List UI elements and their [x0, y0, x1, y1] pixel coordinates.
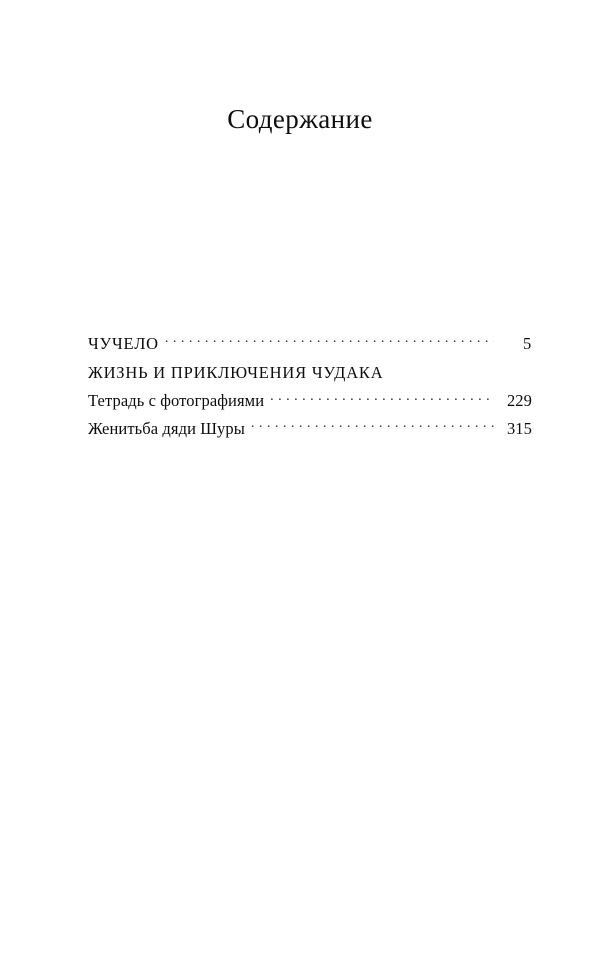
toc-dot-leader — [165, 332, 494, 349]
page-title: Содержание — [227, 104, 373, 134]
table-of-contents — [88, 332, 532, 445]
toc-entry-label: Тетрадь с фотографиями — [88, 391, 265, 410]
toc-entry[interactable] — [88, 417, 532, 439]
toc-entry-label: Женитьба дяди Шуры — [88, 418, 245, 438]
toc-entry[interactable] — [88, 332, 532, 354]
toc-dot-leader — [251, 417, 494, 434]
toc-entry-label: ЧУЧЕЛО — [88, 333, 159, 353]
toc-dot-leader — [270, 390, 494, 407]
toc-section-label: ЖИЗНЬ И ПРИКЛЮЧЕНИЯ ЧУДАКА — [88, 362, 384, 382]
toc-entry-page: 315 — [506, 418, 532, 438]
toc-entry[interactable] — [88, 390, 532, 412]
toc-section-heading — [88, 363, 532, 383]
toc-entry-page: 229 — [506, 391, 532, 410]
toc-entry-page: 5 — [522, 333, 532, 353]
